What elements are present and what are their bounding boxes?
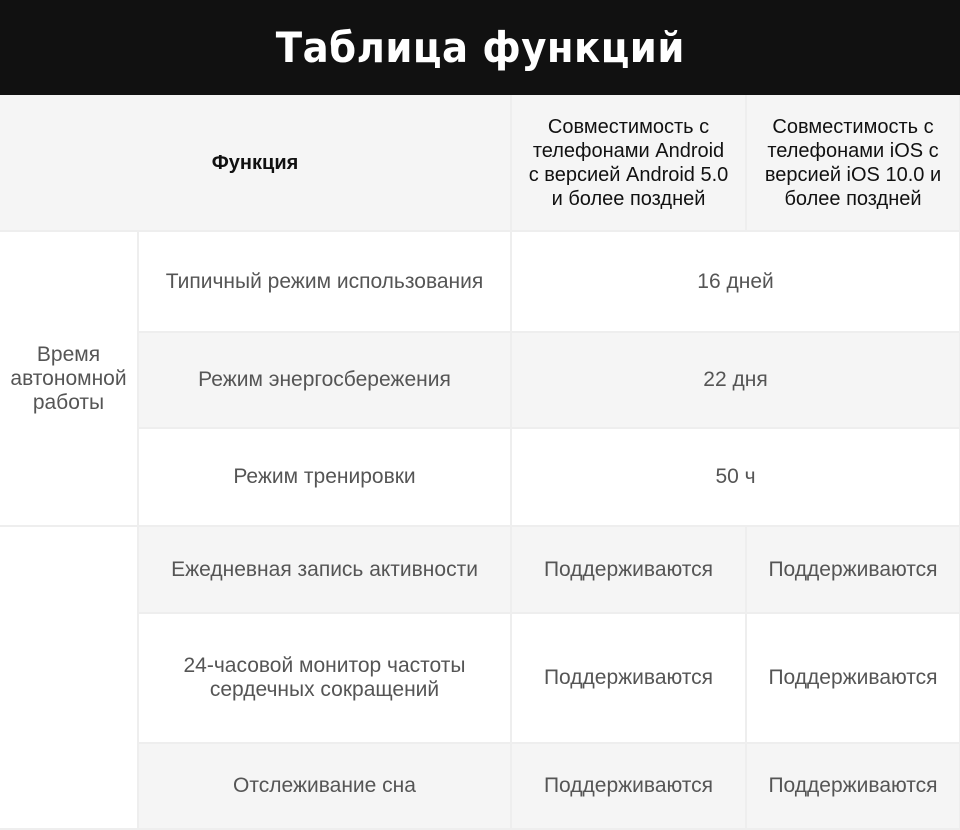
feature-cell: Типичный режим использования [138, 231, 511, 332]
group-battery [0, 231, 138, 526]
table-row [0, 231, 960, 332]
table-row [0, 428, 960, 526]
android-cell: Поддерживаются [511, 743, 746, 829]
feature-cell: Отслеживание сна [138, 743, 511, 829]
title-bar [0, 0, 960, 95]
group-battery-label: Время автономной работы [10, 342, 127, 414]
header-android-text: Совместимость с телефонами Android с версией Android 5.0 и более поздней [528, 115, 729, 210]
page-title: Таблица функций [275, 23, 685, 72]
ios-cell: Поддерживаются [746, 613, 960, 743]
feature-cell: Ежедневная запись активности [138, 526, 511, 613]
table-header-row [0, 95, 960, 231]
feature-text: 24-часовой монитор частоты сердечных сокращений [183, 654, 466, 701]
table-row [0, 332, 960, 428]
group-functions [0, 526, 138, 829]
android-cell: Поддерживаются [511, 613, 746, 743]
value-cell: 22 дня [511, 332, 960, 428]
feature-cell [138, 613, 511, 743]
feature-table [0, 95, 960, 830]
table-row [0, 526, 960, 613]
table-row [0, 613, 960, 743]
value-cell: 50 ч [511, 428, 960, 526]
feature-cell: Режим тренировки [138, 428, 511, 526]
header-ios [746, 95, 960, 231]
header-ios-text: Совместимость с телефонами iOS с версией iOS 10.0 и более поздней [764, 115, 942, 210]
value-cell: 16 дней [511, 231, 960, 332]
feature-cell: Режим энергосбережения [138, 332, 511, 428]
android-cell: Поддерживаются [511, 526, 746, 613]
ios-cell: Поддерживаются [746, 526, 960, 613]
ios-cell: Поддерживаются [746, 743, 960, 829]
table-row [0, 743, 960, 829]
header-feature: Функция [0, 95, 511, 231]
header-android [511, 95, 746, 231]
